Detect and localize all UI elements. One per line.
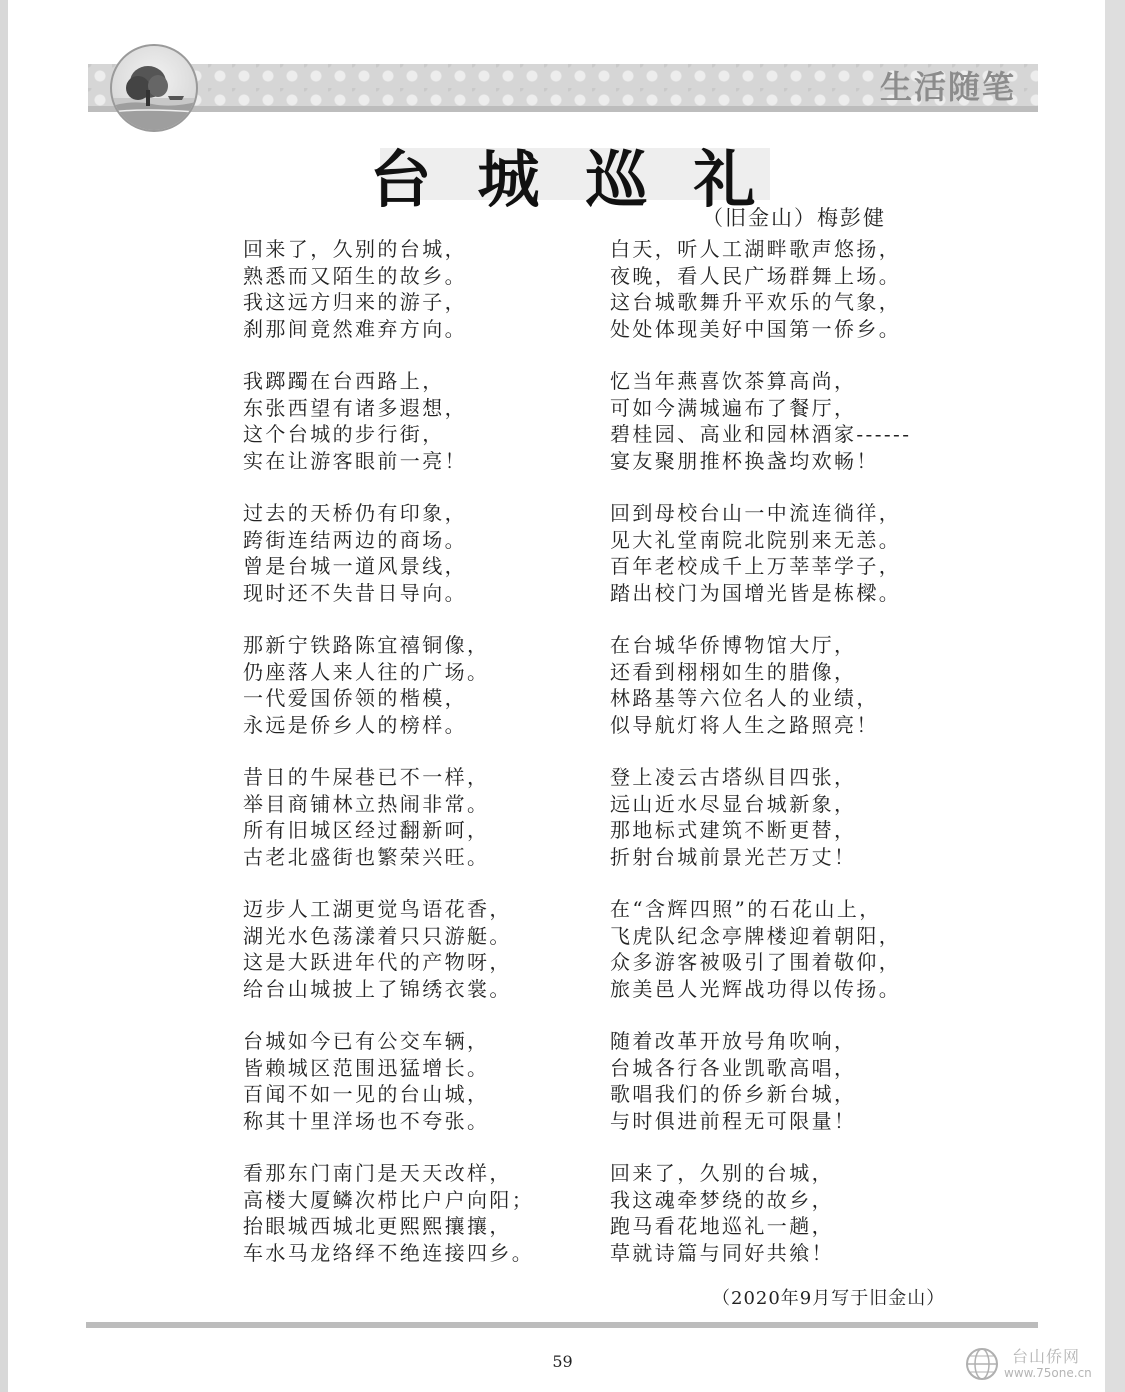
poem-line: 看那东门南门是天天改样，	[243, 1161, 512, 1185]
poem-line: 宴友聚朋推杯换盏均欢畅！	[610, 448, 879, 473]
poem-left-column	[243, 236, 583, 1292]
poem-line: 过去的天桥仍有印象，	[243, 501, 467, 525]
poem-line: 回来了，久别的台城，	[610, 1161, 834, 1185]
poem-line: 给台山城披上了锦绣衣裳。	[243, 976, 512, 1001]
poem-line: 处处体现美好中国第一侨乡。	[610, 316, 902, 341]
poem-line: 现时还不失昔日导向。	[243, 580, 467, 605]
poem-line: 跑马看花地巡礼一趟，	[610, 1214, 834, 1238]
footer-rule	[86, 1322, 1038, 1328]
poem-stanza	[610, 236, 950, 342]
poem-stanza	[243, 1028, 583, 1134]
poem-stanza	[243, 764, 583, 870]
poem-line: 踏出校门为国增光皆是栋樑。	[610, 580, 902, 605]
article-byline: （旧金山）梅彭健	[702, 206, 886, 230]
section-tag: 生活随笔	[880, 68, 1017, 106]
poem-line: 高楼大厦鳞次栉比户户向阳；	[243, 1187, 535, 1212]
poem-line: 迈步人工湖更觉鸟语花香，	[243, 897, 512, 921]
poem-line: 台城各行各业凯歌高唱，	[610, 1055, 857, 1080]
poem-right-column	[610, 236, 950, 1292]
watermark-site-name: 台山侨网	[1012, 1347, 1081, 1366]
poem-line: 可如今满城遍布了餐厅，	[610, 395, 857, 420]
poem-line: 在台城华侨博物馆大厅，	[610, 633, 857, 657]
poem-line: 林路基等六位名人的业绩，	[610, 686, 879, 710]
article-title: 台城巡礼	[369, 143, 802, 216]
poem-line: 草就诗篇与同好共飨！	[610, 1240, 834, 1265]
poem-line: 我这魂牵梦绕的故乡，	[610, 1187, 834, 1212]
poem-line: 回来了，久别的台城，	[243, 237, 467, 261]
poem-line: 碧桂园、高业和园林酒家------	[610, 422, 912, 446]
poem-line: 远山近水尽显台城新象，	[610, 791, 857, 816]
poem-line: 一代爱国侨领的楷模，	[243, 686, 467, 710]
poem-stanza	[610, 764, 950, 870]
poem-stanza	[243, 896, 583, 1002]
poem-line: 似导航灯将人生之路照亮！	[610, 712, 879, 737]
poem-line: 歌唱我们的侨乡新台城，	[610, 1082, 857, 1106]
poem-line: 飞虎队纪念亭牌楼迎着朝阳，	[610, 923, 902, 948]
article-footnote: （2020年9月写于旧金山）	[712, 1288, 946, 1309]
globe-logo-icon	[964, 1346, 1000, 1382]
poem-line: 那地标式建筑不断更替，	[610, 818, 857, 842]
poem-line: 登上凌云古塔纵目四张，	[610, 765, 857, 789]
watermark-url: www.75one.cn	[1004, 1366, 1092, 1380]
poem-line: 东张西望有诸多遐想，	[243, 395, 467, 420]
poem-line: 夜晚，看人民广场群舞上场。	[610, 263, 902, 288]
poem-line: 众多游客被吸引了围着敬仰，	[610, 950, 902, 974]
poem-stanza	[243, 500, 583, 606]
poem-line: 百闻不如一见的台山城，	[243, 1082, 490, 1106]
poem-line: 古老北盛街也繁荣兴旺。	[243, 844, 490, 869]
poem-line: 还看到栩栩如生的腊像，	[610, 659, 857, 684]
poem-line: 车水马龙络绎不绝连接四乡。	[243, 1240, 535, 1265]
poem-line: 跨街连结两边的商场。	[243, 527, 467, 552]
poem-line: 举目商铺林立热闹非常。	[243, 791, 490, 816]
poem-stanza	[610, 1160, 950, 1266]
poem-line: 抬眼城西城北更熙熙攘攘，	[243, 1214, 512, 1238]
poem-line: 旅美邑人光辉战功得以传扬。	[610, 976, 902, 1001]
poem-line: 回到母校台山一中流连徜徉，	[610, 501, 902, 525]
poem-line: 我这远方归来的游子，	[243, 290, 467, 314]
poem-line: 百年老校成千上万莘莘学子，	[610, 554, 902, 578]
poem-line: 仍座落人来人往的广场。	[243, 659, 490, 684]
poem-line: 那新宁铁路陈宜禧铜像，	[243, 633, 490, 657]
poem-line: 这是大跃进年代的产物呀，	[243, 950, 512, 974]
poem-stanza	[243, 1160, 583, 1266]
poem-line: 这台城歌舞升平欢乐的气象，	[610, 290, 902, 314]
poem-line: 实在让游客眼前一亮！	[243, 448, 467, 473]
poem-line: 称其十里洋场也不夸张。	[243, 1108, 490, 1133]
poem-stanza	[243, 632, 583, 738]
page-number: 59	[552, 1352, 573, 1371]
poem-line: 折射台城前景光芒万丈！	[610, 844, 857, 869]
poem-stanza	[610, 368, 950, 474]
poem-line: 这个台城的步行街，	[243, 422, 445, 446]
poem-stanza	[610, 896, 950, 1002]
poem-line: 刹那间竟然难弃方向。	[243, 316, 467, 341]
poem-line: 湖光水色荡漾着只只游艇。	[243, 923, 512, 948]
poem-line: 随着改革开放号角吹响，	[610, 1029, 857, 1053]
poem-line: 见大礼堂南院北院别来无恙。	[610, 527, 902, 552]
poem-line: 在“含辉四照”的石花山上，	[610, 897, 882, 921]
poem-line: 永远是侨乡人的榜样。	[243, 712, 467, 737]
poem-stanza	[610, 500, 950, 606]
poem-line: 所有旧城区经过翻新呵，	[243, 818, 490, 842]
poem-line: 忆当年燕喜饮茶算高尚，	[610, 369, 857, 393]
poem-line: 曾是台城一道风景线，	[243, 554, 467, 578]
poem-stanza	[610, 632, 950, 738]
landscape-emblem-icon	[110, 44, 198, 132]
poem-stanza	[610, 1028, 950, 1134]
poem-line: 白天，听人工湖畔歌声悠扬，	[610, 237, 902, 261]
watermark	[960, 1344, 1110, 1384]
poem-line: 与时俱进前程无可限量！	[610, 1108, 857, 1133]
poem-line: 熟悉而又陌生的故乡。	[243, 263, 467, 288]
poem-line: 我踯躅在台西路上，	[243, 369, 445, 393]
poem-line: 皆赖城区范围迅猛增长。	[243, 1055, 490, 1080]
poem-stanza	[243, 368, 583, 474]
poem-line: 昔日的牛屎巷已不一样，	[243, 765, 490, 789]
poem-line: 台城如今已有公交车辆，	[243, 1029, 490, 1053]
poem-stanza	[243, 236, 583, 342]
